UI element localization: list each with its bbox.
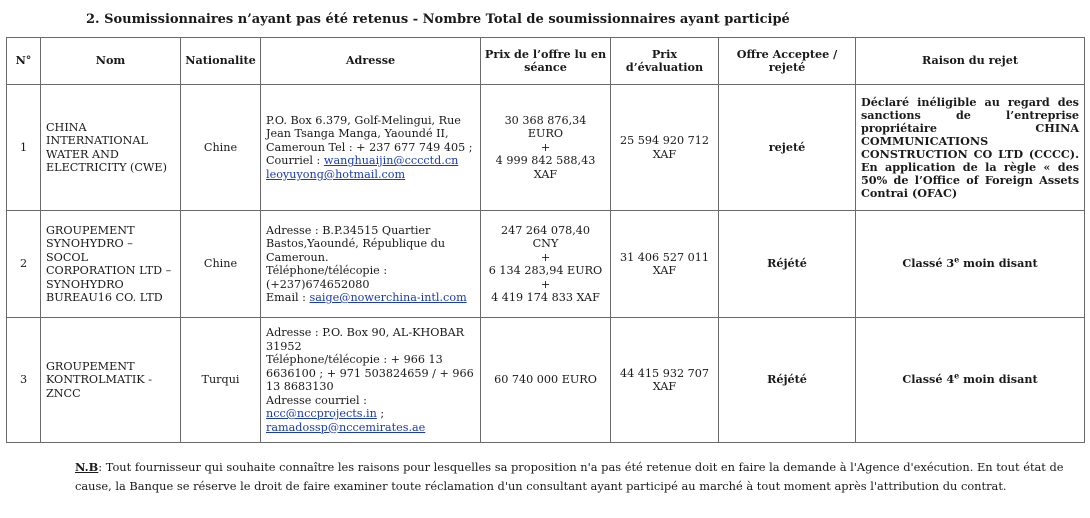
cell-prix-offre	[481, 85, 611, 211]
cell-adresse	[261, 85, 481, 211]
price-currency: CNY	[532, 237, 559, 250]
cell-nom: CHINA INTERNATIONAL WATER AND ELECTRICITY (CWE)	[41, 85, 181, 211]
cell-prix-evaluation	[611, 318, 719, 443]
address-text: Adresse : B.P.34515 Quartier Bastos,Yaoundé, République du Cameroun. Téléphone/télécopie : (+237)674652080	[266, 223, 446, 291]
header-offre-statut: Offre Acceptee / rejeté	[719, 38, 856, 85]
cell-prix-offre: 60 740 000 EURO	[481, 318, 611, 443]
rank-tail: moin disant	[959, 372, 1038, 387]
price-plus: +	[540, 250, 551, 264]
price-value: 247 264 078,40	[501, 223, 590, 237]
table-row	[7, 318, 1085, 443]
price-plus: +	[540, 277, 551, 291]
rank-text: Classé 4	[902, 372, 955, 387]
header-prix-offre: Prix de l’offre lu en séance	[481, 38, 611, 85]
email-separator: ;	[376, 407, 385, 420]
rejected-bidders-table	[6, 37, 1085, 443]
address-text: Adresse : P.O. Box 90, AL-KHOBAR 31952 Téléphone/télécopie : + 966 13 6636100 ; + 971 503824659 / + 966 13 8683130 Adresse courriel :	[266, 326, 474, 407]
email-label: Courriel :	[266, 154, 321, 168]
cell-raison-rejet	[856, 211, 1085, 318]
price-currency: XAF	[533, 167, 558, 181]
price-value: 6 134 283,94 EURO	[488, 264, 603, 277]
cell-prix-offre	[481, 211, 611, 318]
cell-nom: GROUPEMENT SYNOHYDRO – SOCOL CORPORATION LTD – SYNOHYDRO BUREAU16 CO. LTD	[41, 211, 181, 318]
eval-currency: XAF	[652, 380, 677, 393]
cell-raison-rejet	[856, 318, 1085, 443]
cell-prix-evaluation	[611, 211, 719, 318]
footnote-label: N.B	[75, 460, 99, 474]
eval-value: 31 406 527 011	[620, 250, 709, 264]
cell-nationalite: Chine	[181, 85, 261, 211]
section-heading: 2. Soumissionnaires n’ayant pas été retenus - Nombre Total de soumissionnaires ayant participé	[86, 12, 790, 27]
cell-raison-rejet: Déclaré inéligible au regard des sanctions de l’entreprise propriétaire CHINA COMMUNICATIONS CONSTRUCTION CO LTD (CCCC). En application de la règle « des 50% de l’Office of Foreign Assets Contrai (OFAC)	[856, 85, 1085, 211]
cell-offre-statut: rejeté	[719, 85, 856, 211]
rank-superscript: e	[954, 254, 960, 265]
email-label: Email :	[266, 291, 306, 304]
header-nom: Nom	[41, 38, 181, 85]
eval-value: 25 594 920 712	[620, 134, 709, 147]
header-no: N°	[7, 38, 41, 85]
eval-value: 44 415 932 707	[620, 366, 709, 380]
header-nationalite: Nationalite	[181, 38, 261, 85]
header-prix-evaluation: Prix d’évaluation	[611, 38, 719, 85]
price-currency: EURO	[527, 127, 564, 141]
cell-nom: GROUPEMENT KONTROLMATIK - ZNCC	[41, 318, 181, 443]
address-text: P.O. Box 6.379, Golf-Melingui, Rue Jean Tsanga Manga, Yaoundé II, Cameroun Tel : + 237 677 749 405 ;	[266, 113, 473, 154]
rank-text: Classé 3	[902, 256, 955, 271]
cell-offre-statut: Réjété	[719, 318, 856, 443]
email-link[interactable]: leoyuyong@hotmail.com	[266, 167, 406, 181]
email-link[interactable]: saige@nowerchina-intl.com	[309, 291, 467, 304]
cell-no: 1	[7, 85, 41, 211]
header-raison-rejet: Raison du rejet	[856, 38, 1085, 85]
price-value: 4 419 174 833 XAF	[491, 291, 600, 304]
cell-no: 2	[7, 211, 41, 318]
eval-currency: XAF	[652, 264, 677, 277]
cell-adresse	[261, 211, 481, 318]
cell-offre-statut: Réjété	[719, 211, 856, 318]
eval-currency: XAF	[652, 147, 677, 161]
footnote-text: : Tout fournisseur qui souhaite connaître les raisons pour lesquelles sa proposition n'a pas été retenue doit en faire la demande à l'Agence d'exécution. En tout état de cause, la Banque se réserve le droit de faire examiner toute réclamation d'un consultant ayant participé au marché à tout moment après l'attribution du contrat.	[75, 460, 1064, 493]
email-link[interactable]: wanghuaijin@cccctd.cn	[323, 154, 459, 168]
price-value: 4 999 842 588,43	[495, 154, 596, 168]
email-link[interactable]: ramadossp@nccemirates.ae	[266, 420, 426, 434]
price-plus: +	[540, 140, 551, 154]
rank-tail: moin disant	[959, 256, 1038, 271]
table-row	[7, 211, 1085, 318]
table-header-row	[7, 38, 1085, 85]
cell-prix-evaluation	[611, 85, 719, 211]
cell-no: 3	[7, 318, 41, 443]
table-row	[7, 85, 1085, 211]
cell-adresse	[261, 318, 481, 443]
header-adresse: Adresse	[261, 38, 481, 85]
cell-nationalite: Chine	[181, 211, 261, 318]
email-link[interactable]: ncc@nccprojects.in	[266, 407, 377, 420]
footnote	[75, 458, 1075, 496]
rank-superscript: e	[954, 370, 960, 381]
cell-nationalite: Turqui	[181, 318, 261, 443]
price-value: 30 368 876,34	[504, 113, 587, 127]
